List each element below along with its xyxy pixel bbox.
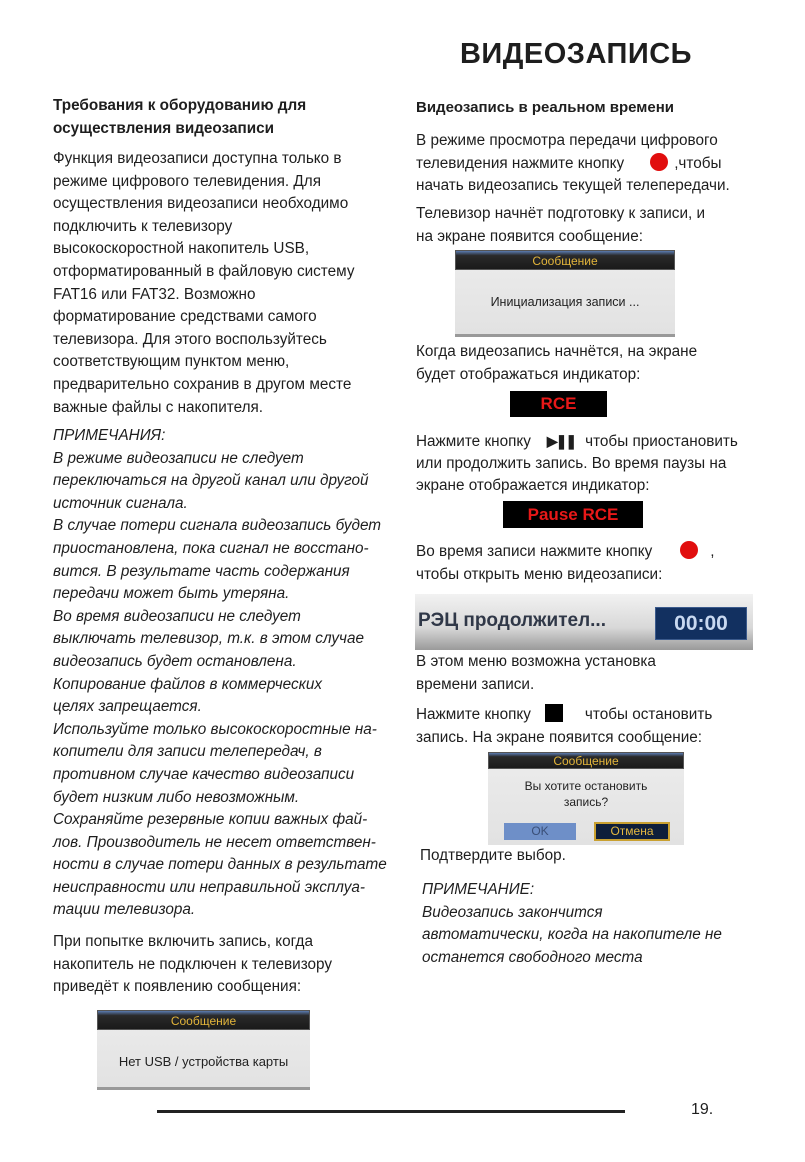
text-line: времени записи. bbox=[416, 675, 535, 693]
text-line: Во время видеозаписи не следует bbox=[53, 607, 301, 625]
dialog-title: Сообщение bbox=[97, 1010, 310, 1030]
text-line: Нажмите кнопку bbox=[416, 433, 531, 450]
text-line: ПРИМЕЧАНИЯ: bbox=[53, 427, 166, 444]
record-button-icon bbox=[650, 153, 668, 171]
text-line: приостановлена, пока сигнал не восстано- bbox=[53, 539, 369, 557]
text-line: выключать телевизор, т.к. в этом случае bbox=[53, 630, 364, 648]
text-line: противном случае качество видеозаписи bbox=[53, 765, 355, 783]
text-line: переключаться на другой канал или другой bbox=[53, 472, 369, 490]
text-line: В режиме просмотра передачи цифрового bbox=[416, 132, 718, 149]
dialog-message bbox=[488, 778, 684, 810]
paragraph-pause bbox=[416, 430, 738, 498]
text-line: Телевизор начнёт подготовку к записи, и bbox=[416, 205, 706, 222]
text-line: режиме цифрового телевидения. Для bbox=[53, 172, 321, 190]
record-button-icon bbox=[680, 541, 698, 559]
text-line: подключить к телевизору bbox=[53, 217, 233, 235]
text-line: Функция видеозаписи доступна только в bbox=[53, 150, 342, 167]
text-line: передачи может быть утеряна. bbox=[53, 585, 290, 603]
footer-divider bbox=[157, 1110, 625, 1113]
dialog-title: Сообщение bbox=[455, 250, 675, 270]
left-heading bbox=[53, 95, 306, 140]
text-line: предварительно сохранив в другом месте bbox=[53, 375, 352, 393]
text-line: вится. В результате часть содержания bbox=[53, 562, 350, 580]
right-heading: Видеозапись в реальном времени bbox=[416, 99, 675, 116]
recording-menu-bar bbox=[415, 594, 753, 650]
text-line: на экране появится сообщение: bbox=[416, 227, 643, 245]
text-line: копители для записи телепередач, в bbox=[53, 743, 322, 761]
text-line: телевидения нажмите кнопку bbox=[416, 154, 625, 172]
paragraph-indicator bbox=[416, 341, 697, 386]
paragraph-menu bbox=[416, 541, 714, 586]
text-line: FAT16 или FAT32. Возможно bbox=[53, 285, 256, 303]
text-line: отформатированный в файловую систему bbox=[53, 262, 355, 280]
page-number: 19. bbox=[691, 1101, 714, 1118]
pause-rce-indicator: Pause RCE bbox=[503, 501, 643, 528]
text-line: форматирование средствами самого bbox=[53, 308, 317, 326]
text-line: Видеозапись закончится bbox=[422, 903, 603, 921]
text-line: В случае потери сигнала видеозапись будет bbox=[53, 517, 382, 535]
recording-duration-label: РЭЦ продолжител... bbox=[418, 610, 606, 631]
text-line: запись. На экране появится сообщение: bbox=[416, 728, 703, 746]
text-line: Копирование файлов в коммерческих bbox=[53, 675, 323, 693]
text-line: Нажмите кнопку bbox=[416, 706, 531, 723]
text-line: чтобы приостановить bbox=[585, 433, 738, 450]
init-dialog bbox=[455, 250, 675, 337]
text-line: телевизора. Для этого воспользуйтесь bbox=[53, 330, 327, 348]
text-line: осуществления видеозаписи необходимо bbox=[53, 195, 349, 213]
paragraph-prepare bbox=[416, 203, 705, 248]
left-intro bbox=[53, 148, 354, 419]
paragraph-stop bbox=[416, 704, 712, 749]
text-line: чтобы остановить bbox=[584, 706, 713, 723]
paragraph-start-recording bbox=[416, 130, 730, 198]
ok-button[interactable]: OK bbox=[504, 823, 576, 840]
text-line: начать видеозапись текущей телепередачи. bbox=[416, 177, 730, 195]
dialog-message: Нет USB / устройства карты bbox=[118, 1054, 289, 1069]
dialog-message: Инициализация записи ... bbox=[490, 295, 640, 309]
text-line: накопитель не подключен к телевизору bbox=[53, 955, 333, 973]
recording-time-field[interactable]: 00:00 bbox=[655, 607, 747, 640]
text-line: чтобы открыть меню видеозаписи: bbox=[416, 565, 663, 583]
text-line: лов. Производитель не несет ответствен- bbox=[53, 833, 376, 851]
text-line: При попытке включить запись, когда bbox=[53, 933, 313, 950]
text-line: тации телевизора. bbox=[53, 901, 196, 919]
text-line: В этом меню возможна установка bbox=[416, 653, 656, 670]
dialog-title: Сообщение bbox=[488, 752, 684, 769]
stop-dialog bbox=[488, 752, 684, 845]
stop-button-icon bbox=[545, 704, 563, 722]
text-line: автоматически, когда на накопителе не bbox=[422, 926, 722, 944]
text-line: или продолжить запись. Во время паузы на bbox=[416, 454, 727, 472]
paragraph-confirm: Подтвердите выбор. bbox=[420, 847, 566, 864]
text-line: Сохраняйте резервные копии важных фай- bbox=[53, 811, 368, 829]
text-line: Вы хотите остановить bbox=[524, 779, 648, 793]
text-line: ности в случае потери данных в результате bbox=[53, 856, 387, 874]
text-line: приведёт к появлению сообщения: bbox=[53, 978, 302, 996]
no-usb-dialog bbox=[97, 1010, 310, 1090]
text-line: останется свободного места bbox=[422, 948, 643, 966]
text-line: , bbox=[710, 543, 715, 560]
text-line: ,чтобы bbox=[674, 154, 722, 172]
rce-indicator: RCE bbox=[510, 391, 607, 417]
text-line: неисправности или неправильной эксплуа- bbox=[53, 878, 366, 896]
text-line: ПРИМЕЧАНИЕ: bbox=[422, 881, 535, 898]
text-line: высокоскоростной накопитель USB, bbox=[53, 240, 310, 258]
text-line: соответствующим пунктом меню, bbox=[53, 353, 290, 371]
text-line: В режиме видеозаписи не следует bbox=[53, 449, 304, 467]
text-line: будет отображаться индикатор: bbox=[416, 365, 641, 383]
left-notes bbox=[53, 425, 387, 922]
text-line: осуществления видеозаписи bbox=[53, 119, 275, 137]
play-pause-icon: ▶❚❚ bbox=[546, 433, 576, 449]
cancel-button[interactable]: Отмена bbox=[594, 822, 670, 841]
text-line: источник сигнала. bbox=[53, 494, 188, 512]
text-line: Во время записи нажмите кнопку bbox=[416, 543, 653, 560]
text-line: будет низким либо невозможным. bbox=[53, 788, 300, 806]
text-line: целях запрещается. bbox=[53, 698, 202, 716]
text-line: запись? bbox=[563, 795, 609, 809]
page-title: ВИДЕОЗАПИСЬ bbox=[459, 38, 692, 70]
paragraph-menu-info bbox=[416, 651, 656, 696]
text-line: Требования к оборудованию для bbox=[53, 97, 307, 114]
text-line: важные файлы с накопителя. bbox=[53, 398, 264, 416]
text-line: Используйте только высокоскоростные на- bbox=[53, 720, 377, 738]
text-line: экране отображается индикатор: bbox=[416, 477, 650, 495]
right-note bbox=[422, 879, 722, 969]
text-line: видеозапись будет остановлена. bbox=[53, 652, 297, 670]
left-outro bbox=[53, 931, 332, 999]
text-line: Когда видеозапись начнётся, на экране bbox=[416, 343, 698, 360]
